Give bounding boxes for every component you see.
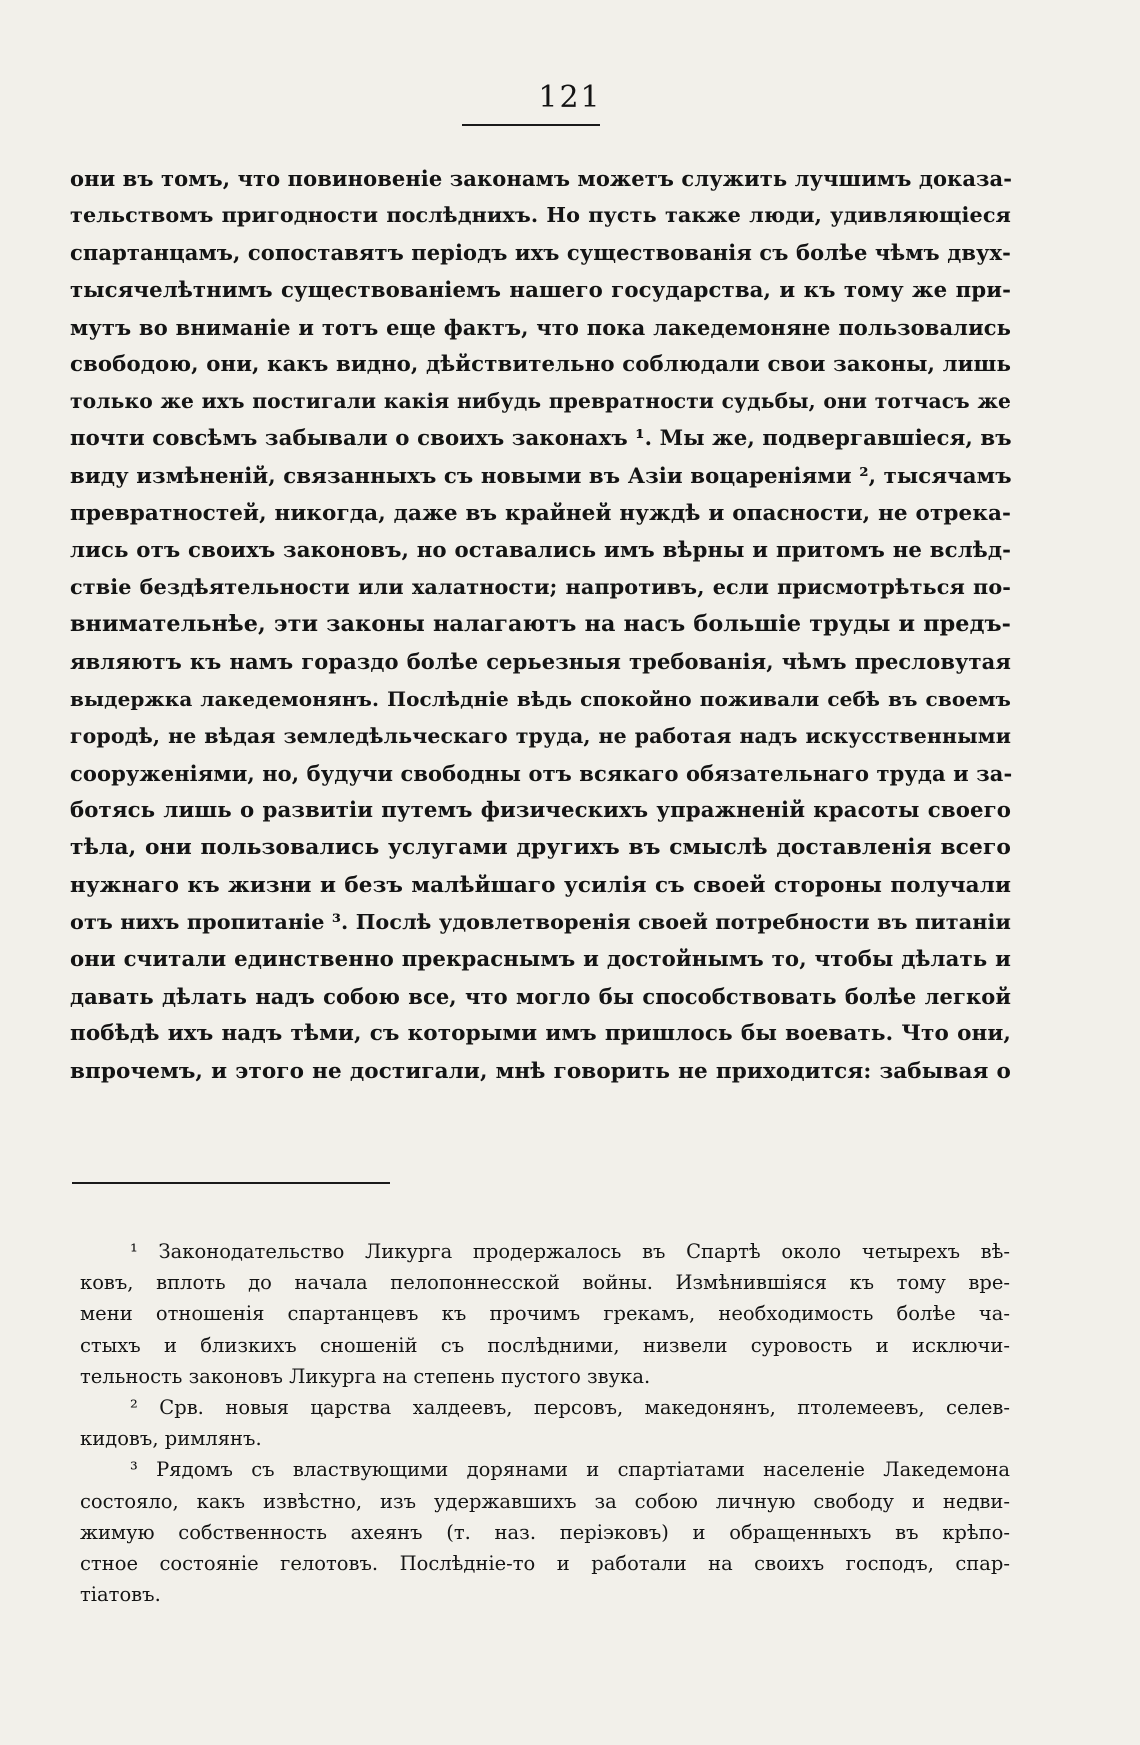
text-line: мутъ во вниманіе и тотъ еще фактъ, что пока лакедемоняне пользовались — [70, 314, 1011, 340]
text-line: отъ нихъ пропитаніе ³. Послѣ удовлетворенія своей потребности въ питаніи — [70, 909, 1011, 934]
text-line: выдержка лакедемонянъ. Послѣдніе вѣдь спокойно поживали себѣ въ своемъ — [70, 686, 1011, 711]
text-line: только же ихъ постигали какія нибудь превратности судьбы, они тотчасъ же — [70, 389, 1011, 414]
footnote-line: стыхъ и близкихъ сношеній съ послѣдними, низвели суровость и исключи- — [80, 1333, 1010, 1357]
footnote-line: состояло, какъ извѣстно, изъ удержавшихъ за собою личную свободу и недви- — [80, 1489, 1010, 1513]
footnote-line: ковъ, вплоть до начала пелопоннесской войны. Измѣнившіяся къ тому вре- — [80, 1271, 1010, 1295]
footnotes — [80, 1236, 1010, 1610]
text-line: свободою, они, какъ видно, дѣйствительно соблюдали свои законы, лишь — [70, 351, 1011, 377]
text-line: давать дѣлать надъ собою все, что могло бы способствовать болѣе легкой — [70, 984, 1011, 1010]
footnote-line: стное состояніе гелотовъ. Послѣдніе-то и работали на своихъ господъ, спар- — [80, 1551, 1010, 1575]
text-line: ствіе бездѣятельности или халатности; напротивъ, если присмотрѣться по- — [70, 575, 1011, 600]
footnote-line: ¹ Законодательство Ликурга продержалось въ Спартѣ около четырехъ вѣ- — [130, 1240, 1010, 1263]
text-line: спартанцамъ, сопоставятъ періодъ ихъ существованія съ болѣе чѣмъ двух- — [70, 240, 1011, 266]
footnote-line: тіатовъ. — [80, 1583, 161, 1607]
text-line: тѣла, они пользовались услугами другихъ въ смыслѣ доставленія всего — [70, 835, 1011, 861]
text-line: виду измѣненій, связанныхъ съ новыми въ Азіи воцареніями ², тысячамъ — [70, 463, 1012, 489]
page-number: 121 — [538, 80, 602, 115]
text-line: нужнаго къ жизни и безъ малѣйшаго усилія съ своей стороны получали — [70, 872, 1011, 898]
footnote-line: кидовъ, римлянъ. — [80, 1427, 262, 1451]
text-line: сооруженіями, но, будучи свободны отъ всякаго обязательнаго труда и за- — [70, 761, 1013, 786]
text-line: ботясь лишь о развитіи путемъ физическихъ упражненій красоты своего — [70, 798, 1011, 824]
text-line: тысячелѣтнимъ существованіемъ нашего государства, и къ тому же при- — [70, 277, 1011, 303]
footnote-line: жимую собственность ахеянъ (т. наз. періэковъ) и обращенныхъ въ крѣпо- — [80, 1520, 1010, 1544]
footnote-line: тельность законовъ Ликурга на степень пустого звука. — [80, 1364, 651, 1388]
text-line: тельствомъ пригодности послѣднихъ. Но пусть также люди, удивляющіеся — [70, 203, 1011, 228]
text-line: лись отъ своихъ законовъ, но оставались имъ вѣрны и притомъ не вслѣд- — [70, 537, 1011, 563]
footnote-2 — [80, 1392, 1010, 1454]
text-line: превратностей, никогда, даже въ крайней нуждѣ и опасности, не отрека- — [70, 500, 1011, 526]
main-text — [70, 160, 1011, 1090]
footnote-3 — [80, 1454, 1010, 1610]
page-number-rule — [462, 124, 600, 126]
footnote-1 — [80, 1236, 1010, 1392]
text-line: почти совсѣмъ забывали о своихъ законахъ ¹. Мы же, подвергавшіеся, въ — [70, 426, 1012, 452]
text-line: они считали единственно прекраснымъ и достойнымъ то, чтобы дѣлать и — [70, 946, 1011, 972]
text-line: внимательнѣе, эти законы налагаютъ на насъ большіе труды и предъ- — [70, 611, 1011, 638]
footnote-line: ³ Рядомъ съ властвующими дорянами и спартіатами населеніе Лакедемона — [130, 1458, 1010, 1482]
text-line: они въ томъ, что повиновеніе законамъ можетъ служить лучшимъ доказа- — [70, 166, 1013, 191]
text-line: побѣдѣ ихъ надъ тѣми, съ которыми имъ пришлось бы воевать. Что они, — [70, 1021, 1011, 1047]
footnote-line: мени отношенія спартанцевъ къ прочимъ грекамъ, необходимость болѣе ча- — [80, 1302, 1010, 1326]
footnote-separator — [72, 1182, 390, 1184]
text-line: впрочемъ, и этого не достигали, мнѣ говорить не приходится: забывая о — [70, 1058, 1011, 1084]
footnote-line: ² Срв. новыя царства халдеевъ, персовъ, македонянъ, птолемеевъ, селев- — [130, 1395, 1010, 1419]
text-line: являютъ къ намъ гораздо болѣе серьезныя требованія, чѣмъ пресловутая — [70, 649, 1011, 675]
text-line: городѣ, не вѣдая земледѣльческаго труда, не работая надъ искусственными — [70, 723, 1011, 748]
